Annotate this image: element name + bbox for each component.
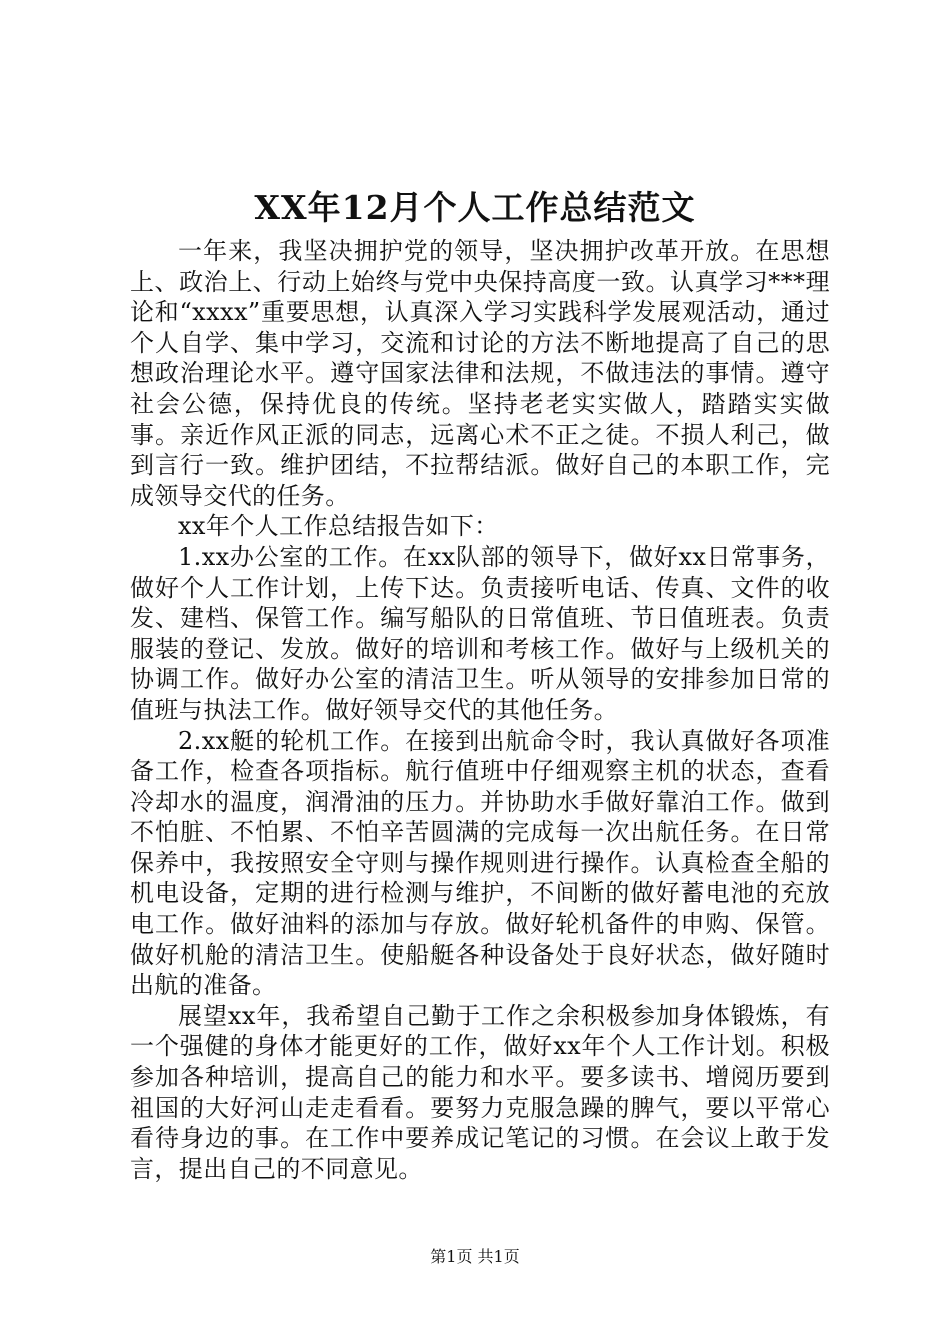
paragraph-office-work: 1.xx办公室的工作。在xx队部的领导下，做好xx日常事务，做好个人工作计划，上传下达。负责接听电话、传真、文件的收发、建档、保管工作。编写船队的日常值班、节日值班表。负责服装的登记、发放。做好的培训和考核工作。做好与上级机关的协调工作。做好办公室的清洁卫生。听从领导的安排参加日常的值班与执法工作。做好领导交代的其他任务。 [130, 542, 830, 724]
paragraph-outlook: 展望xx年，我希望自己勤于工作之余积极参加身体锻炼，有一个强健的身体才能更好的工作，做好xx年个人工作计划。积极参加各种培训，提高自己的能力和水平。要多读书、增阅历要到祖国的大好河山走走看看。要努力克服急躁的脾气，要以平常心看待身边的事。在工作中要养成记笔记的习惯。在会议上敢于发言，提出自己的不同意见。 [130, 1001, 830, 1183]
paragraph-engine-work: 2.xx艇的轮机工作。在接到出航命令时，我认真做好各项准备工作，检查各项指标。航行值班中仔细观察主机的状态，查看冷却水的温度，润滑油的压力。并协助水手做好靠泊工作。做到不怕脏、不怕累、不怕辛苦圆满的完成每一次出航任务。在日常保养中，我按照安全守则与操作规则进行操作。认真检查全船的机电设备，定期的进行检测与维护，不间断的做好蓄电池的充放电工作。做好油料的添加与存放。做好轮机备件的申购、保管。做好机舱的清洁卫生。使船艇各种设备处于良好状态，做好随时出航的准备。 [130, 726, 830, 1000]
paragraph-intro: 一年来，我坚决拥护党的领导，坚决拥护改革开放。在思想上、政治上、行动上始终与党中央保持高度一致。认真学习***理论和“xxxx”重要思想，认真深入学习实践科学发展观活动，通过个人自学、集中学习，交流和讨论的方法不断地提高了自己的思想政治理论水平。遵守国家法律和法规，不做违法的事情。遵守社会公德，保持优良的传统。坚持老老实实做人，踏踏实实做事。亲近作风正派的同志，远离心术不正之徒。不损人利己，做到言行一致。维护团结，不拉帮结派。做好自己的本职工作，完成领导交代的任务。 [130, 237, 830, 510]
document-body [130, 236, 830, 1184]
paragraph-report-heading: xx年个人工作总结报告如下： [178, 512, 499, 541]
page-title: XX年12月个人工作总结范文 [254, 188, 696, 227]
page-number: 第1页 共1页 [430, 1247, 520, 1266]
